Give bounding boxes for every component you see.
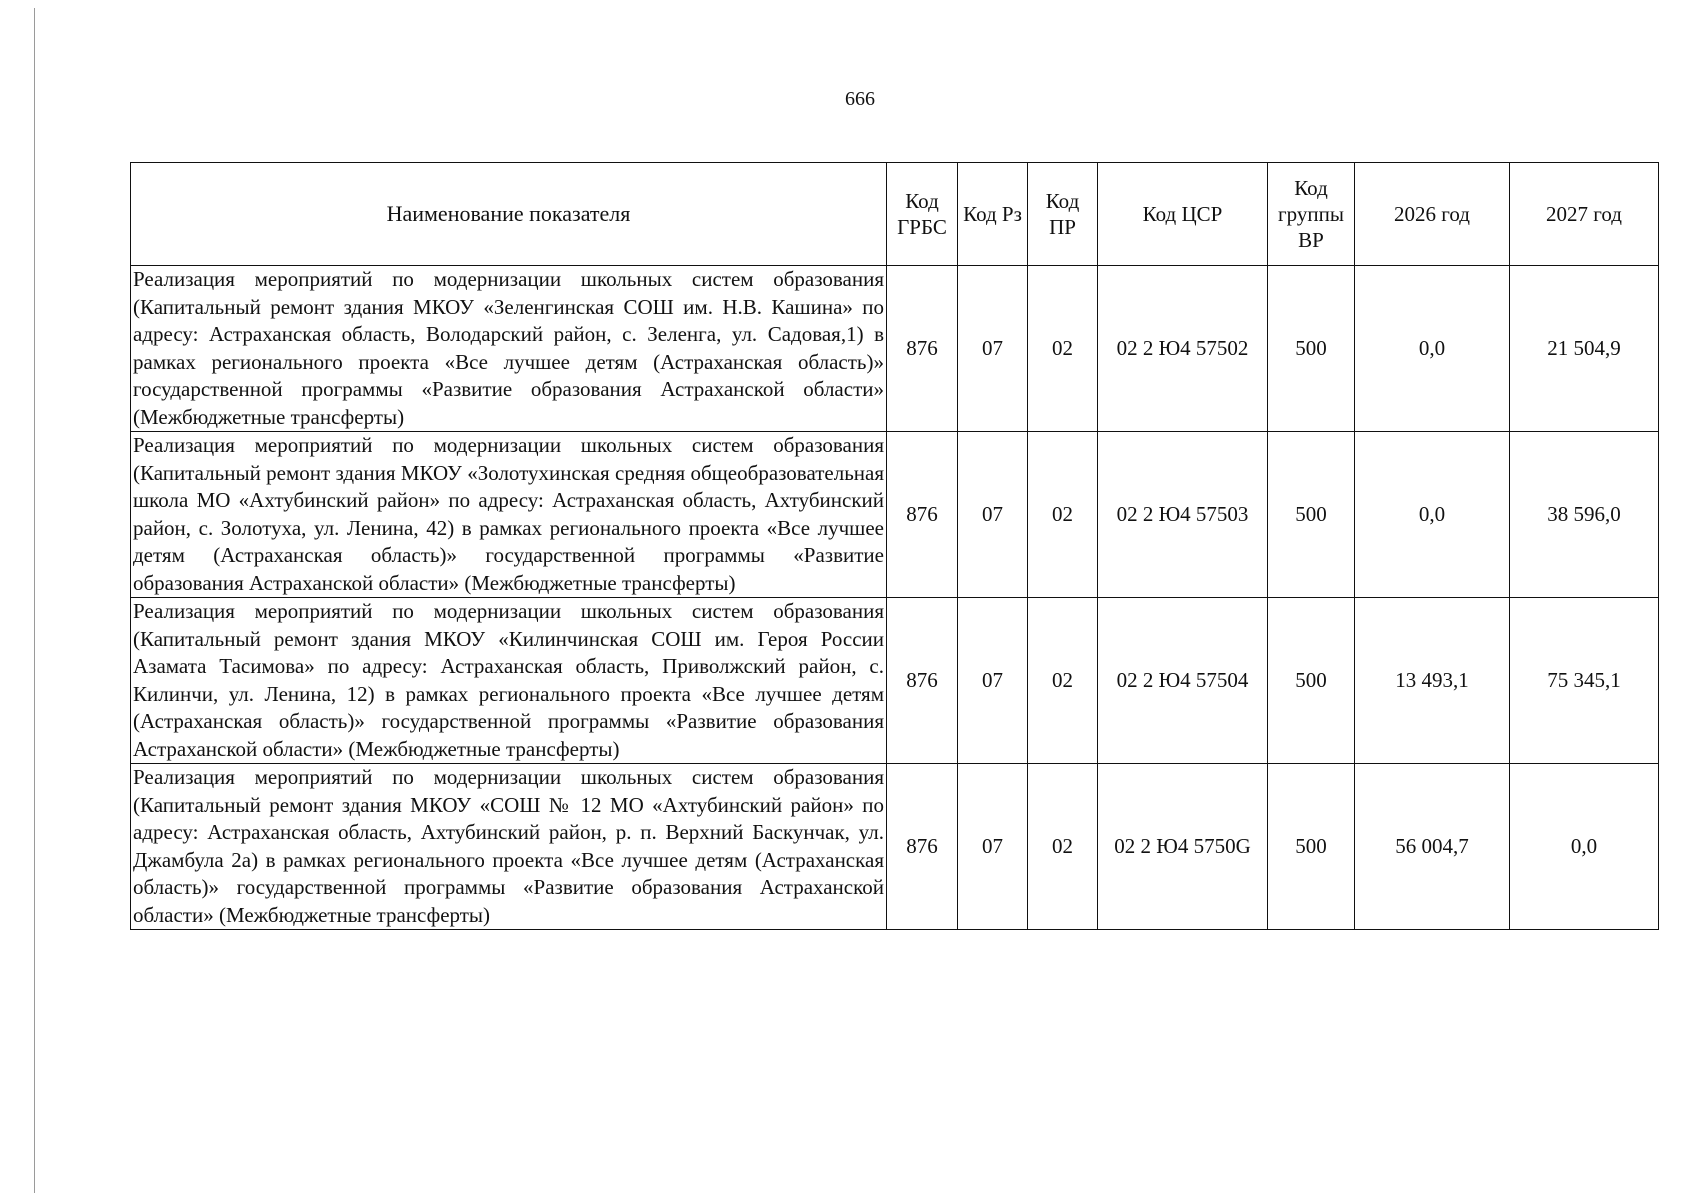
row-rz: 07 (958, 266, 1028, 432)
row-2027: 75 345,1 (1510, 598, 1659, 764)
row-2026: 0,0 (1355, 266, 1510, 432)
row-csr: 02 2 Ю4 5750G (1098, 764, 1268, 930)
table-row (131, 432, 1659, 598)
header-2027: 2027 год (1510, 163, 1659, 266)
table-row (131, 266, 1659, 432)
row-2026: 56 004,7 (1355, 764, 1510, 930)
header-pr: Код ПР (1028, 163, 1098, 266)
row-grbs: 876 (887, 432, 958, 598)
header-2026: 2026 год (1355, 163, 1510, 266)
table-row (131, 598, 1659, 764)
row-pr: 02 (1028, 432, 1098, 598)
row-2027: 21 504,9 (1510, 266, 1659, 432)
row-rz: 07 (958, 764, 1028, 930)
header-name: Наименование показателя (131, 163, 887, 266)
row-2027: 0,0 (1510, 764, 1659, 930)
row-name: Реализация мероприятий по модернизации школьных систем образования (Капитальный ремонт здания МКОУ «СОШ № 12 МО «Ахтубинский район» по адресу: Астраханская область, Ахтубинский район, р. п. Верхний Баскунчак, ул. Джамбула 2а) в рамках регионального проекта «Все лучшее детям (Астраханская область)» государственной программы «Развитие образования Астраханской области» (Межбюджетные трансферты) (131, 764, 887, 930)
row-name: Реализация мероприятий по модернизации школьных систем образования (Капитальный ремонт здания МКОУ «Золотухинская средняя общеобразовательная школа МО «Ахтубинский район» по адресу: Астраханская область, Ахтубинский район, с. Золотуха, ул. Ленина, 42) в рамках регионального проекта «Все лучшее детям (Астраханская область)» государственной программы «Развитие образования Астраханской области» (Межбюджетные трансферты) (131, 432, 887, 598)
row-pr: 02 (1028, 598, 1098, 764)
table-header-row (131, 163, 1659, 266)
row-csr: 02 2 Ю4 57504 (1098, 598, 1268, 764)
binding-margin-line (34, 8, 35, 1193)
page-number: 666 (845, 88, 875, 110)
row-vr: 500 (1268, 764, 1355, 930)
row-name: Реализация мероприятий по модернизации школьных систем образования (Капитальный ремонт здания МКОУ «Килинчинская СОШ им. Героя России Азамата Тасимова» по адресу: Астраханская область, Приволжский район, с. Килинчи, ул. Ленина, 12) в рамках регионального проекта «Все лучшее детям (Астраханская область)» государственной программы «Развитие образования Астраханской области» (Межбюджетные трансферты) (131, 598, 887, 764)
row-rz: 07 (958, 598, 1028, 764)
header-grbs: Код ГРБС (887, 163, 958, 266)
header-csr: Код ЦСР (1098, 163, 1268, 266)
budget-table (130, 162, 1659, 930)
row-name: Реализация мероприятий по модернизации школьных систем образования (Капитальный ремонт здания МКОУ «Зеленгинская СОШ им. Н.В. Кашина» по адресу: Астраханская область, Володарский район, с. Зеленга, ул. Садовая,1) в рамках регионального проекта «Все лучшее детям (Астраханская область)» государственной программы «Развитие образования Астраханской области» (Межбюджетные трансферты) (131, 266, 887, 432)
row-vr: 500 (1268, 266, 1355, 432)
row-csr: 02 2 Ю4 57502 (1098, 266, 1268, 432)
header-vr: Код группы ВР (1268, 163, 1355, 266)
row-2026: 0,0 (1355, 432, 1510, 598)
row-pr: 02 (1028, 266, 1098, 432)
row-grbs: 876 (887, 266, 958, 432)
row-pr: 02 (1028, 764, 1098, 930)
row-grbs: 876 (887, 598, 958, 764)
row-rz: 07 (958, 432, 1028, 598)
row-csr: 02 2 Ю4 57503 (1098, 432, 1268, 598)
row-vr: 500 (1268, 598, 1355, 764)
row-2026: 13 493,1 (1355, 598, 1510, 764)
table-row (131, 764, 1659, 930)
row-grbs: 876 (887, 764, 958, 930)
row-vr: 500 (1268, 432, 1355, 598)
header-rz: Код Рз (958, 163, 1028, 266)
row-2027: 38 596,0 (1510, 432, 1659, 598)
